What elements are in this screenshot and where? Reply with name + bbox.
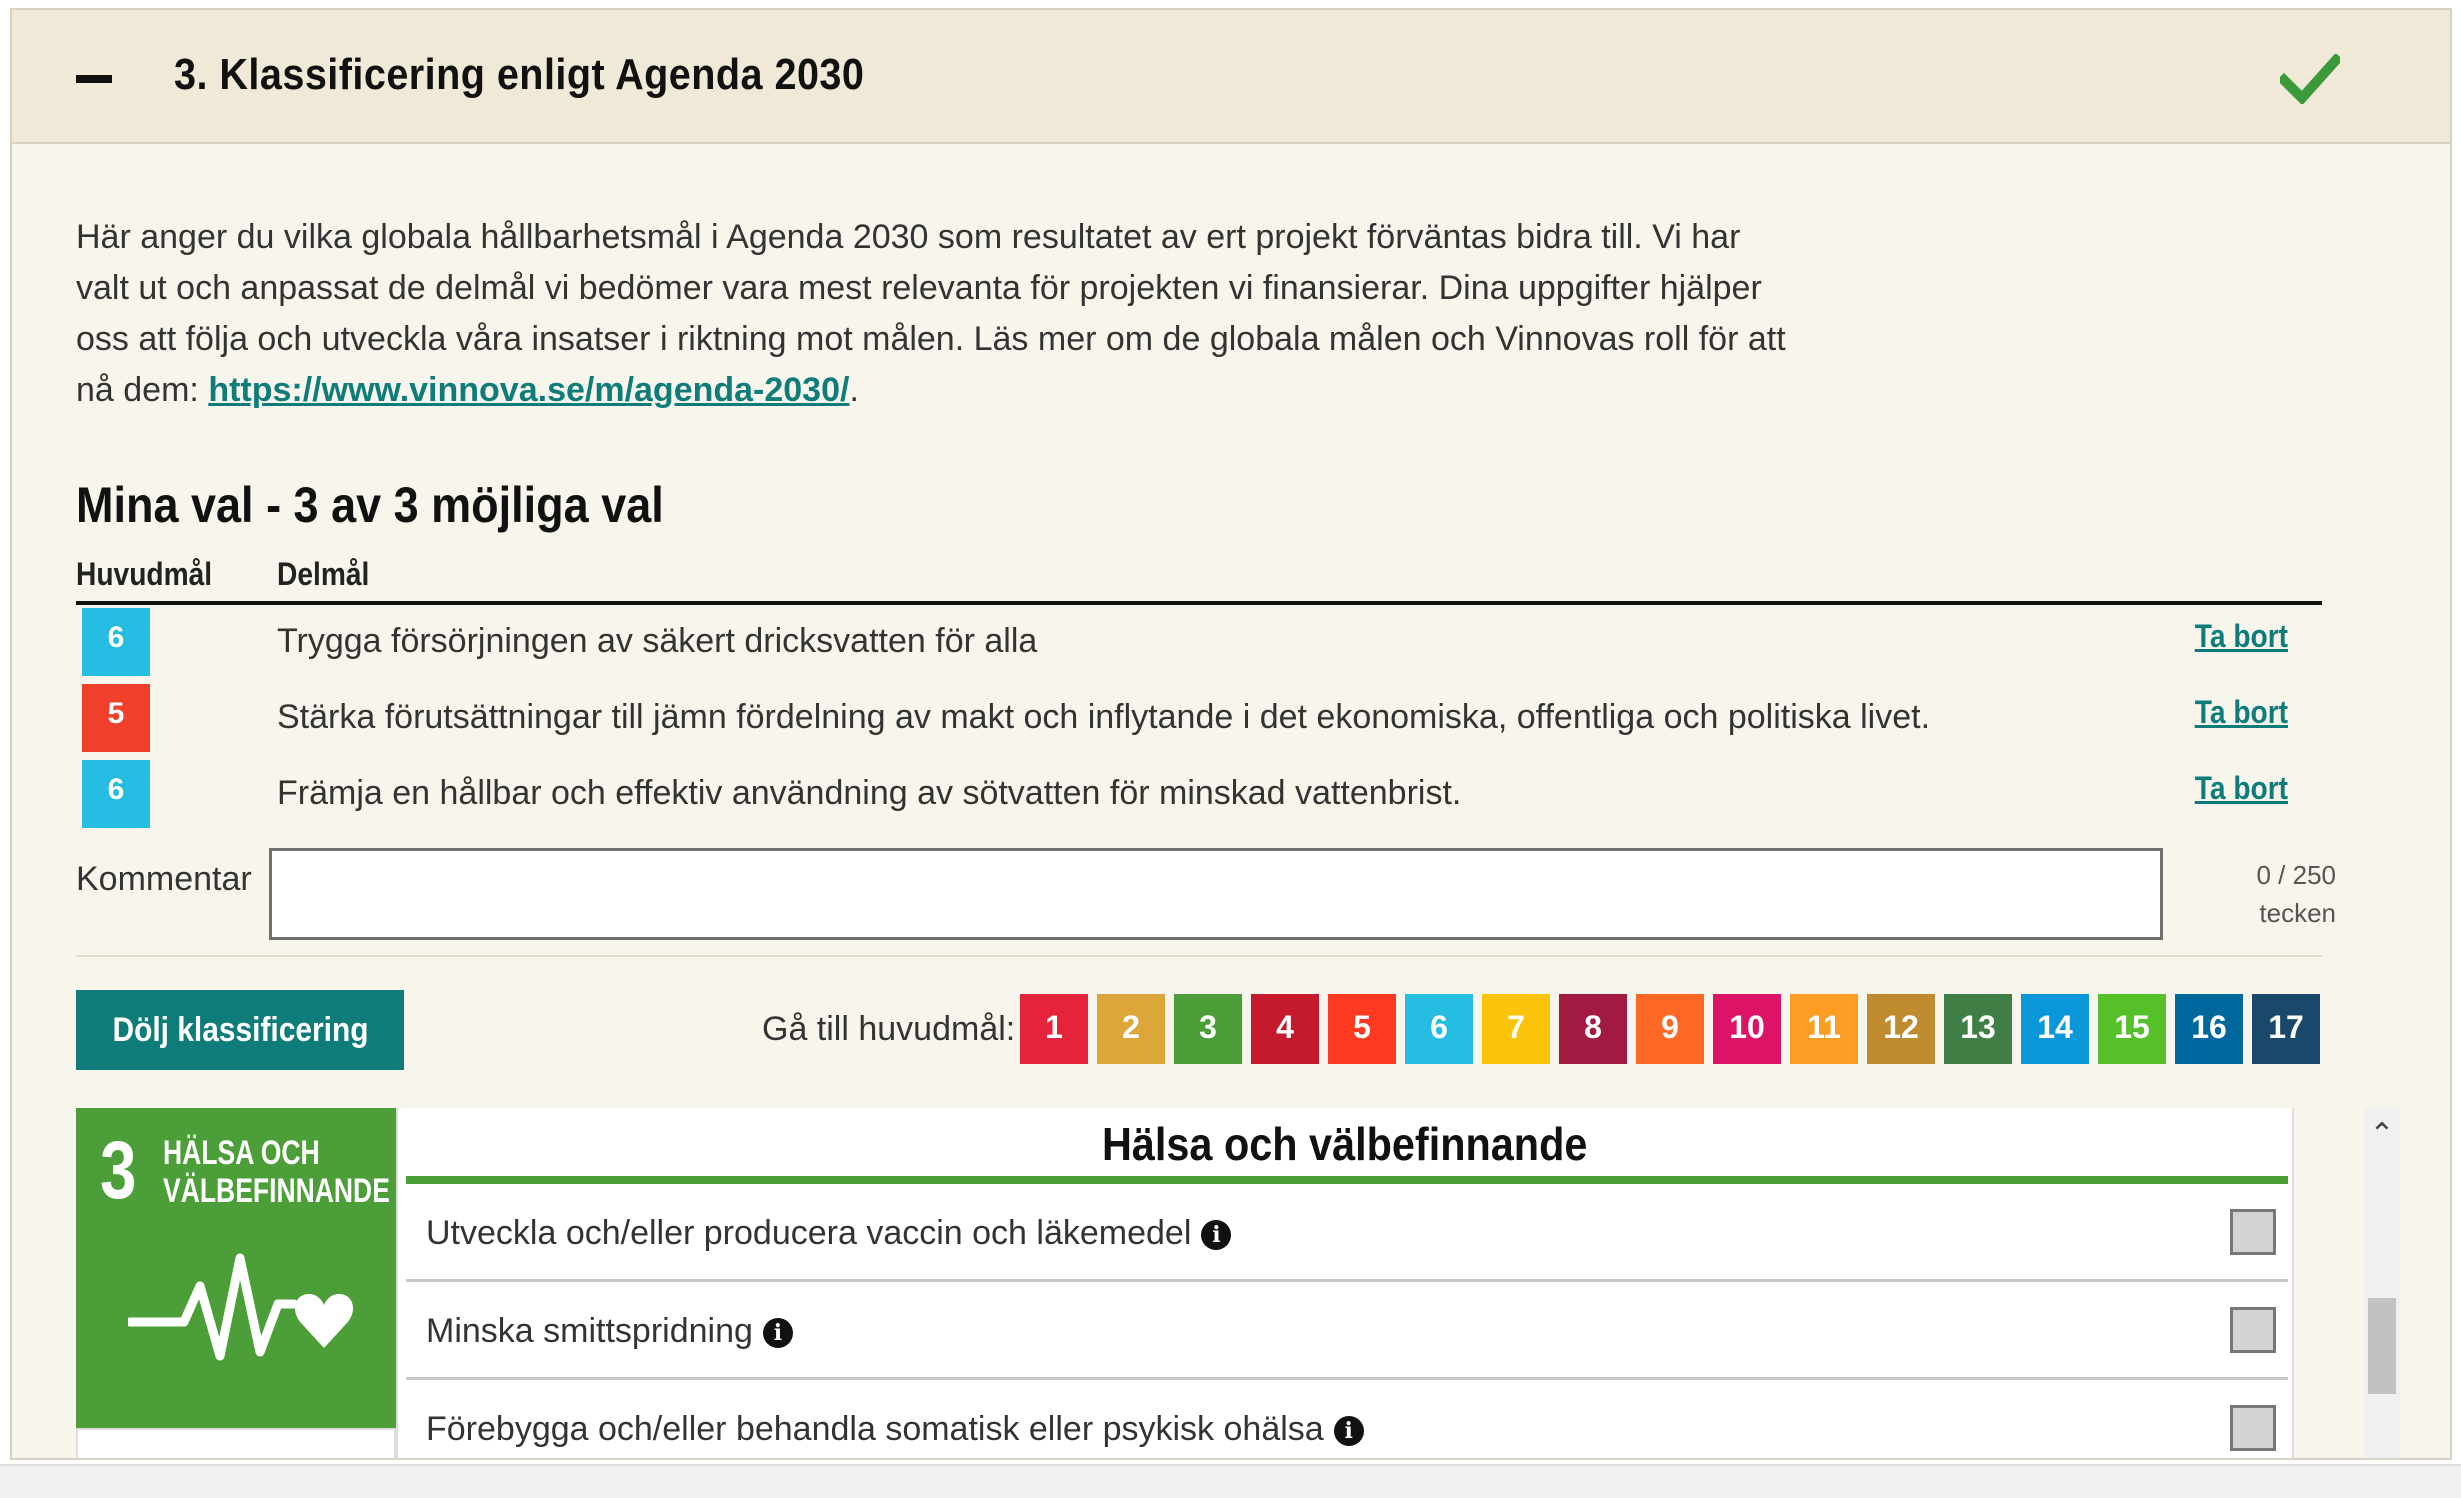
goal-button-8[interactable]: 8 [1559, 994, 1627, 1064]
status-strip [0, 1464, 2461, 1498]
header-divider [76, 601, 2322, 605]
goal-button-9[interactable]: 9 [1636, 994, 1704, 1064]
target-row[interactable] [406, 1382, 2288, 1460]
goal-button-2[interactable]: 2 [1097, 994, 1165, 1064]
goal-button-1[interactable]: 1 [1020, 994, 1088, 1064]
goal-title-underline [406, 1176, 2288, 1184]
panel-title: 3. Klassificering enligt Agenda 2030 [174, 50, 865, 99]
goal-button-6[interactable]: 6 [1405, 994, 1473, 1064]
goal-button-7[interactable]: 7 [1482, 994, 1550, 1064]
selections-title: Mina val - 3 av 3 möjliga val [76, 477, 664, 533]
goal-button-13[interactable]: 13 [1944, 994, 2012, 1064]
goto-goal-label: Gå till huvudmål: [762, 1010, 1016, 1048]
column-header-main-goal: Huvudmål [76, 556, 213, 592]
comment-label: Kommentar [76, 860, 252, 898]
column-header-sub-goal: Delmål [277, 556, 370, 592]
hide-classification-button[interactable] [76, 990, 404, 1070]
remove-link[interactable]: Ta bort [2194, 694, 2288, 730]
selection-row [76, 684, 2322, 756]
scroll-thumb[interactable] [2368, 1298, 2396, 1394]
info-icon[interactable]: i [763, 1318, 793, 1348]
panel-header[interactable] [12, 10, 2450, 144]
divider [76, 955, 2322, 957]
info-icon[interactable]: i [1201, 1220, 1231, 1250]
hide-classification-label: Dölj klassificering [111, 1010, 369, 1049]
target-label [426, 1312, 793, 1351]
sdg-tile-name: HÄLSA OCH VÄLBEFINNANDE [163, 1134, 390, 1210]
goal-badge: 6 [82, 760, 150, 828]
goal-badge: 6 [82, 608, 150, 676]
intro-body: Här anger du vilka globala hållbarhetsmål i Agenda 2030 som resultatet av ert projekt förväntas bidra till. Vi har valt ut och anpassat de delmål vi bedömer vara mest relevanta för projekten vi finansierar. Dina uppgifter hjälper oss att följa och utveckla våra insatser i riktning mot målen. Läs mer om de globala målen och Vinnovas roll för att nå dem: [76, 218, 1786, 409]
goal-navigation [1020, 994, 2320, 1064]
scroll-up-arrow-icon[interactable]: ⌃ [2369, 1118, 2395, 1151]
target-row[interactable] [406, 1284, 2288, 1380]
sdg-goal-tile [76, 1108, 396, 1428]
goal-button-4[interactable]: 4 [1251, 994, 1319, 1064]
target-row[interactable] [406, 1186, 2288, 1282]
goal-targets-panel [396, 1108, 2294, 1460]
goal-title [398, 1108, 2292, 1176]
sub-goal-text: Stärka förutsättningar till jämn fördelning av makt och inflytande i det ekonomiska, offentliga och politiska livet. [277, 698, 1931, 736]
classification-panel [10, 8, 2452, 1460]
scrollbar[interactable] [2364, 1108, 2400, 1460]
character-counter [2226, 856, 2336, 932]
counter-unit: tecken [2259, 898, 2336, 928]
goal-button-15[interactable]: 15 [2098, 994, 2166, 1064]
intro-text [76, 212, 1796, 416]
goal-button-3[interactable]: 3 [1174, 994, 1242, 1064]
selection-row [76, 760, 2322, 832]
goal-button-17[interactable]: 17 [2252, 994, 2320, 1064]
target-checkbox[interactable] [2230, 1405, 2276, 1451]
heartbeat-icon [128, 1224, 354, 1384]
agenda-link[interactable]: https://www.vinnova.se/m/agenda-2030/ [208, 371, 850, 409]
sdg-tile-number: 3 [100, 1125, 137, 1216]
goal-button-10[interactable]: 10 [1713, 994, 1781, 1064]
target-text: Minska smittspridning [426, 1312, 753, 1350]
goal-button-12[interactable]: 12 [1867, 994, 1935, 1064]
intro-suffix: . [849, 371, 859, 409]
sub-goal-text: Trygga försörjningen av säkert dricksvatten för alla [277, 622, 1038, 660]
goal-button-5[interactable]: 5 [1328, 994, 1396, 1064]
goal-button-16[interactable]: 16 [2175, 994, 2243, 1064]
info-icon[interactable]: i [1334, 1416, 1364, 1446]
target-label [426, 1214, 1231, 1253]
goal-badge: 5 [82, 684, 150, 752]
target-text: Utveckla och/eller producera vaccin och läkemedel [426, 1214, 1192, 1252]
goal-title-text: Hälsa och välbefinnande [1102, 1118, 1588, 1170]
remove-link[interactable]: Ta bort [2194, 618, 2288, 654]
counter-value: 0 / 250 [2256, 860, 2336, 890]
minus-icon[interactable] [76, 75, 112, 83]
goal-button-11[interactable]: 11 [1790, 994, 1858, 1064]
target-label [426, 1410, 1364, 1449]
selection-row [76, 608, 2322, 680]
goal-button-14[interactable]: 14 [2021, 994, 2089, 1064]
sub-goal-text: Främja en hållbar och effektiv användning av sötvatten för minskad vattenbrist. [277, 774, 1462, 812]
checkmark-icon [2280, 54, 2340, 104]
comment-input[interactable] [269, 848, 2163, 940]
target-checkbox[interactable] [2230, 1307, 2276, 1353]
target-checkbox[interactable] [2230, 1209, 2276, 1255]
target-text: Förebygga och/eller behandla somatisk eller psykisk ohälsa [426, 1410, 1324, 1448]
sdg-tile-footer [76, 1428, 396, 1460]
remove-link[interactable]: Ta bort [2194, 770, 2288, 806]
